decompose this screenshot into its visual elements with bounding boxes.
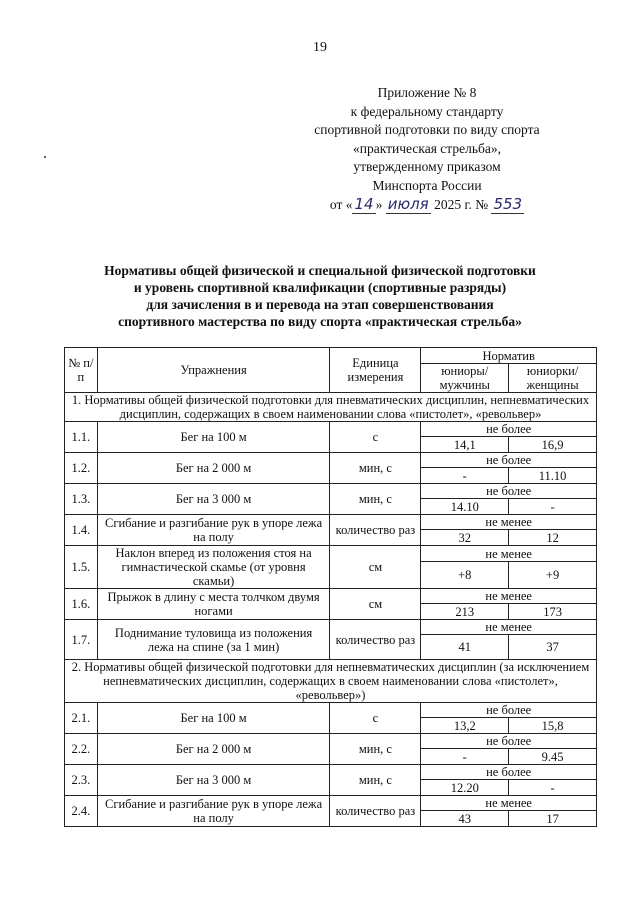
title-line: и уровень спортивной квалификации (спортивные разряды) [133, 280, 507, 295]
exercise-name: Поднимание туловища из положения лежа на спине (за 1 мин) [97, 620, 330, 660]
table-row [65, 796, 597, 811]
appendix-line: утвержденному приказом [353, 159, 501, 174]
appendix-line: «практическая стрельба», [353, 140, 501, 156]
unit-cell: мин, с [330, 734, 421, 765]
title-line: спортивного мастерства по виду спорта «практическая стрельба» [118, 314, 522, 329]
women-value: +9 [509, 562, 597, 589]
women-value: 173 [509, 604, 597, 620]
women-value: 9.45 [509, 749, 597, 765]
norm-label: не более [421, 453, 597, 468]
row-number: 1.5. [65, 546, 98, 589]
men-value: +8 [421, 562, 509, 589]
row-number: 1.6. [65, 589, 98, 620]
unit-cell: количество раз [330, 620, 421, 660]
unit-cell: мин, с [330, 765, 421, 796]
exercise-name: Бег на 3 000 м [97, 484, 330, 515]
table-row [65, 703, 597, 718]
order-prefix: от « [329, 197, 353, 212]
section-title: 2. Нормативы общей физической подготовки для непневматических дисциплин (за исключением непневматических дисциплин, содержащих в своем наименовании слова «пистолет», «револьвер») [65, 660, 597, 703]
norm-label: не более [421, 422, 597, 437]
order-mid: » [375, 197, 383, 212]
row-number: 2.2. [65, 734, 98, 765]
title-line: для зачисления в и перевода на этап совершенствования [146, 297, 494, 312]
row-number: 2.3. [65, 765, 98, 796]
men-value: 43 [421, 811, 509, 827]
section-row [65, 393, 597, 422]
document-title [0, 262, 640, 330]
unit-cell: с [330, 703, 421, 734]
header-norm: Норматив [421, 348, 597, 364]
table-row [65, 765, 597, 780]
appendix-line: спортивной подготовки по виду спорта [314, 122, 540, 137]
table-row [65, 453, 597, 468]
exercise-name: Наклон вперед из положения стоя на гимнастической скамье (от уровня скамьи) [97, 546, 330, 589]
unit-cell: мин, с [330, 484, 421, 515]
order-number: 553 [493, 195, 523, 213]
unit-cell: количество раз [330, 796, 421, 827]
row-number: 1.1. [65, 422, 98, 453]
order-year: 2025 г. № [434, 197, 489, 212]
row-number: 1.4. [65, 515, 98, 546]
exercise-name: Сгибание и разгибание рук в упоре лежа на полу [97, 796, 330, 827]
norm-label: не менее [421, 546, 597, 562]
table-row [65, 422, 597, 437]
men-value: 14.10 [421, 499, 509, 515]
men-value: 14,1 [421, 437, 509, 453]
row-number: 1.3. [65, 484, 98, 515]
table-row [65, 589, 597, 604]
exercise-name: Бег на 3 000 м [97, 765, 330, 796]
men-value: 12.20 [421, 780, 509, 796]
women-value: 16,9 [509, 437, 597, 453]
men-value: - [421, 468, 509, 484]
section-row [65, 660, 597, 703]
header-women: юниорки/ женщины [509, 364, 597, 393]
norm-label: не более [421, 703, 597, 718]
table-row [65, 484, 597, 499]
norm-label: не менее [421, 620, 597, 635]
row-number: 2.4. [65, 796, 98, 827]
men-value: 41 [421, 635, 509, 660]
unit-cell: см [330, 546, 421, 589]
women-value: 37 [509, 635, 597, 660]
table-row [65, 734, 597, 749]
row-number: 1.7. [65, 620, 98, 660]
unit-cell: с [330, 422, 421, 453]
exercise-name: Бег на 100 м [97, 422, 330, 453]
norms-table [64, 347, 597, 827]
norm-label: не более [421, 734, 597, 749]
unit-cell: мин, с [330, 453, 421, 484]
header-men: юниоры/ мужчины [421, 364, 509, 393]
order-day: 14 [354, 195, 374, 213]
exercise-name: Прыжок в длину с места толчком двумя ногами [97, 589, 330, 620]
appendix-line: Приложение № 8 [377, 85, 477, 100]
norm-label: не более [421, 765, 597, 780]
appendix-line: Минспорта России [372, 177, 482, 193]
norm-label: не менее [421, 515, 597, 530]
exercise-name: Бег на 100 м [97, 703, 330, 734]
row-number: 1.2. [65, 453, 98, 484]
men-value: - [421, 749, 509, 765]
table-row [65, 620, 597, 635]
row-number: 2.1. [65, 703, 98, 734]
norm-label: не более [421, 484, 597, 499]
men-value: 213 [421, 604, 509, 620]
unit-cell: см [330, 589, 421, 620]
exercise-name: Сгибание и разгибание рук в упоре лежа на полу [97, 515, 330, 546]
women-value: - [509, 499, 597, 515]
table-row [65, 546, 597, 562]
section-title: 1. Нормативы общей физической подготовки для пневматических дисциплин, непневматических дисциплин, содержащих в своем наименовании слова «пистолет», «револьвер» [65, 393, 597, 422]
order-month: июля [387, 195, 429, 213]
order-line [292, 195, 562, 215]
norm-label: не менее [421, 796, 597, 811]
women-value: 12 [509, 530, 597, 546]
page-number: 19 [313, 40, 327, 55]
women-value: 15,8 [509, 718, 597, 734]
women-value: 11.10 [509, 468, 597, 484]
stray-mark [44, 156, 46, 158]
header-num: № п/п [65, 348, 98, 393]
men-value: 32 [421, 530, 509, 546]
header-unit: Единица измерения [330, 348, 421, 393]
unit-cell: количество раз [330, 515, 421, 546]
women-value: - [509, 780, 597, 796]
men-value: 13,2 [421, 718, 509, 734]
exercise-name: Бег на 2 000 м [97, 734, 330, 765]
appendix-block [292, 84, 562, 215]
norm-label: не менее [421, 589, 597, 604]
appendix-line: к федеральному стандарту [350, 103, 504, 119]
table-row [65, 515, 597, 530]
header-exercise: Упражнения [97, 348, 330, 393]
title-line: Нормативы общей физической и специальной физической подготовки [104, 263, 536, 278]
women-value: 17 [509, 811, 597, 827]
exercise-name: Бег на 2 000 м [97, 453, 330, 484]
